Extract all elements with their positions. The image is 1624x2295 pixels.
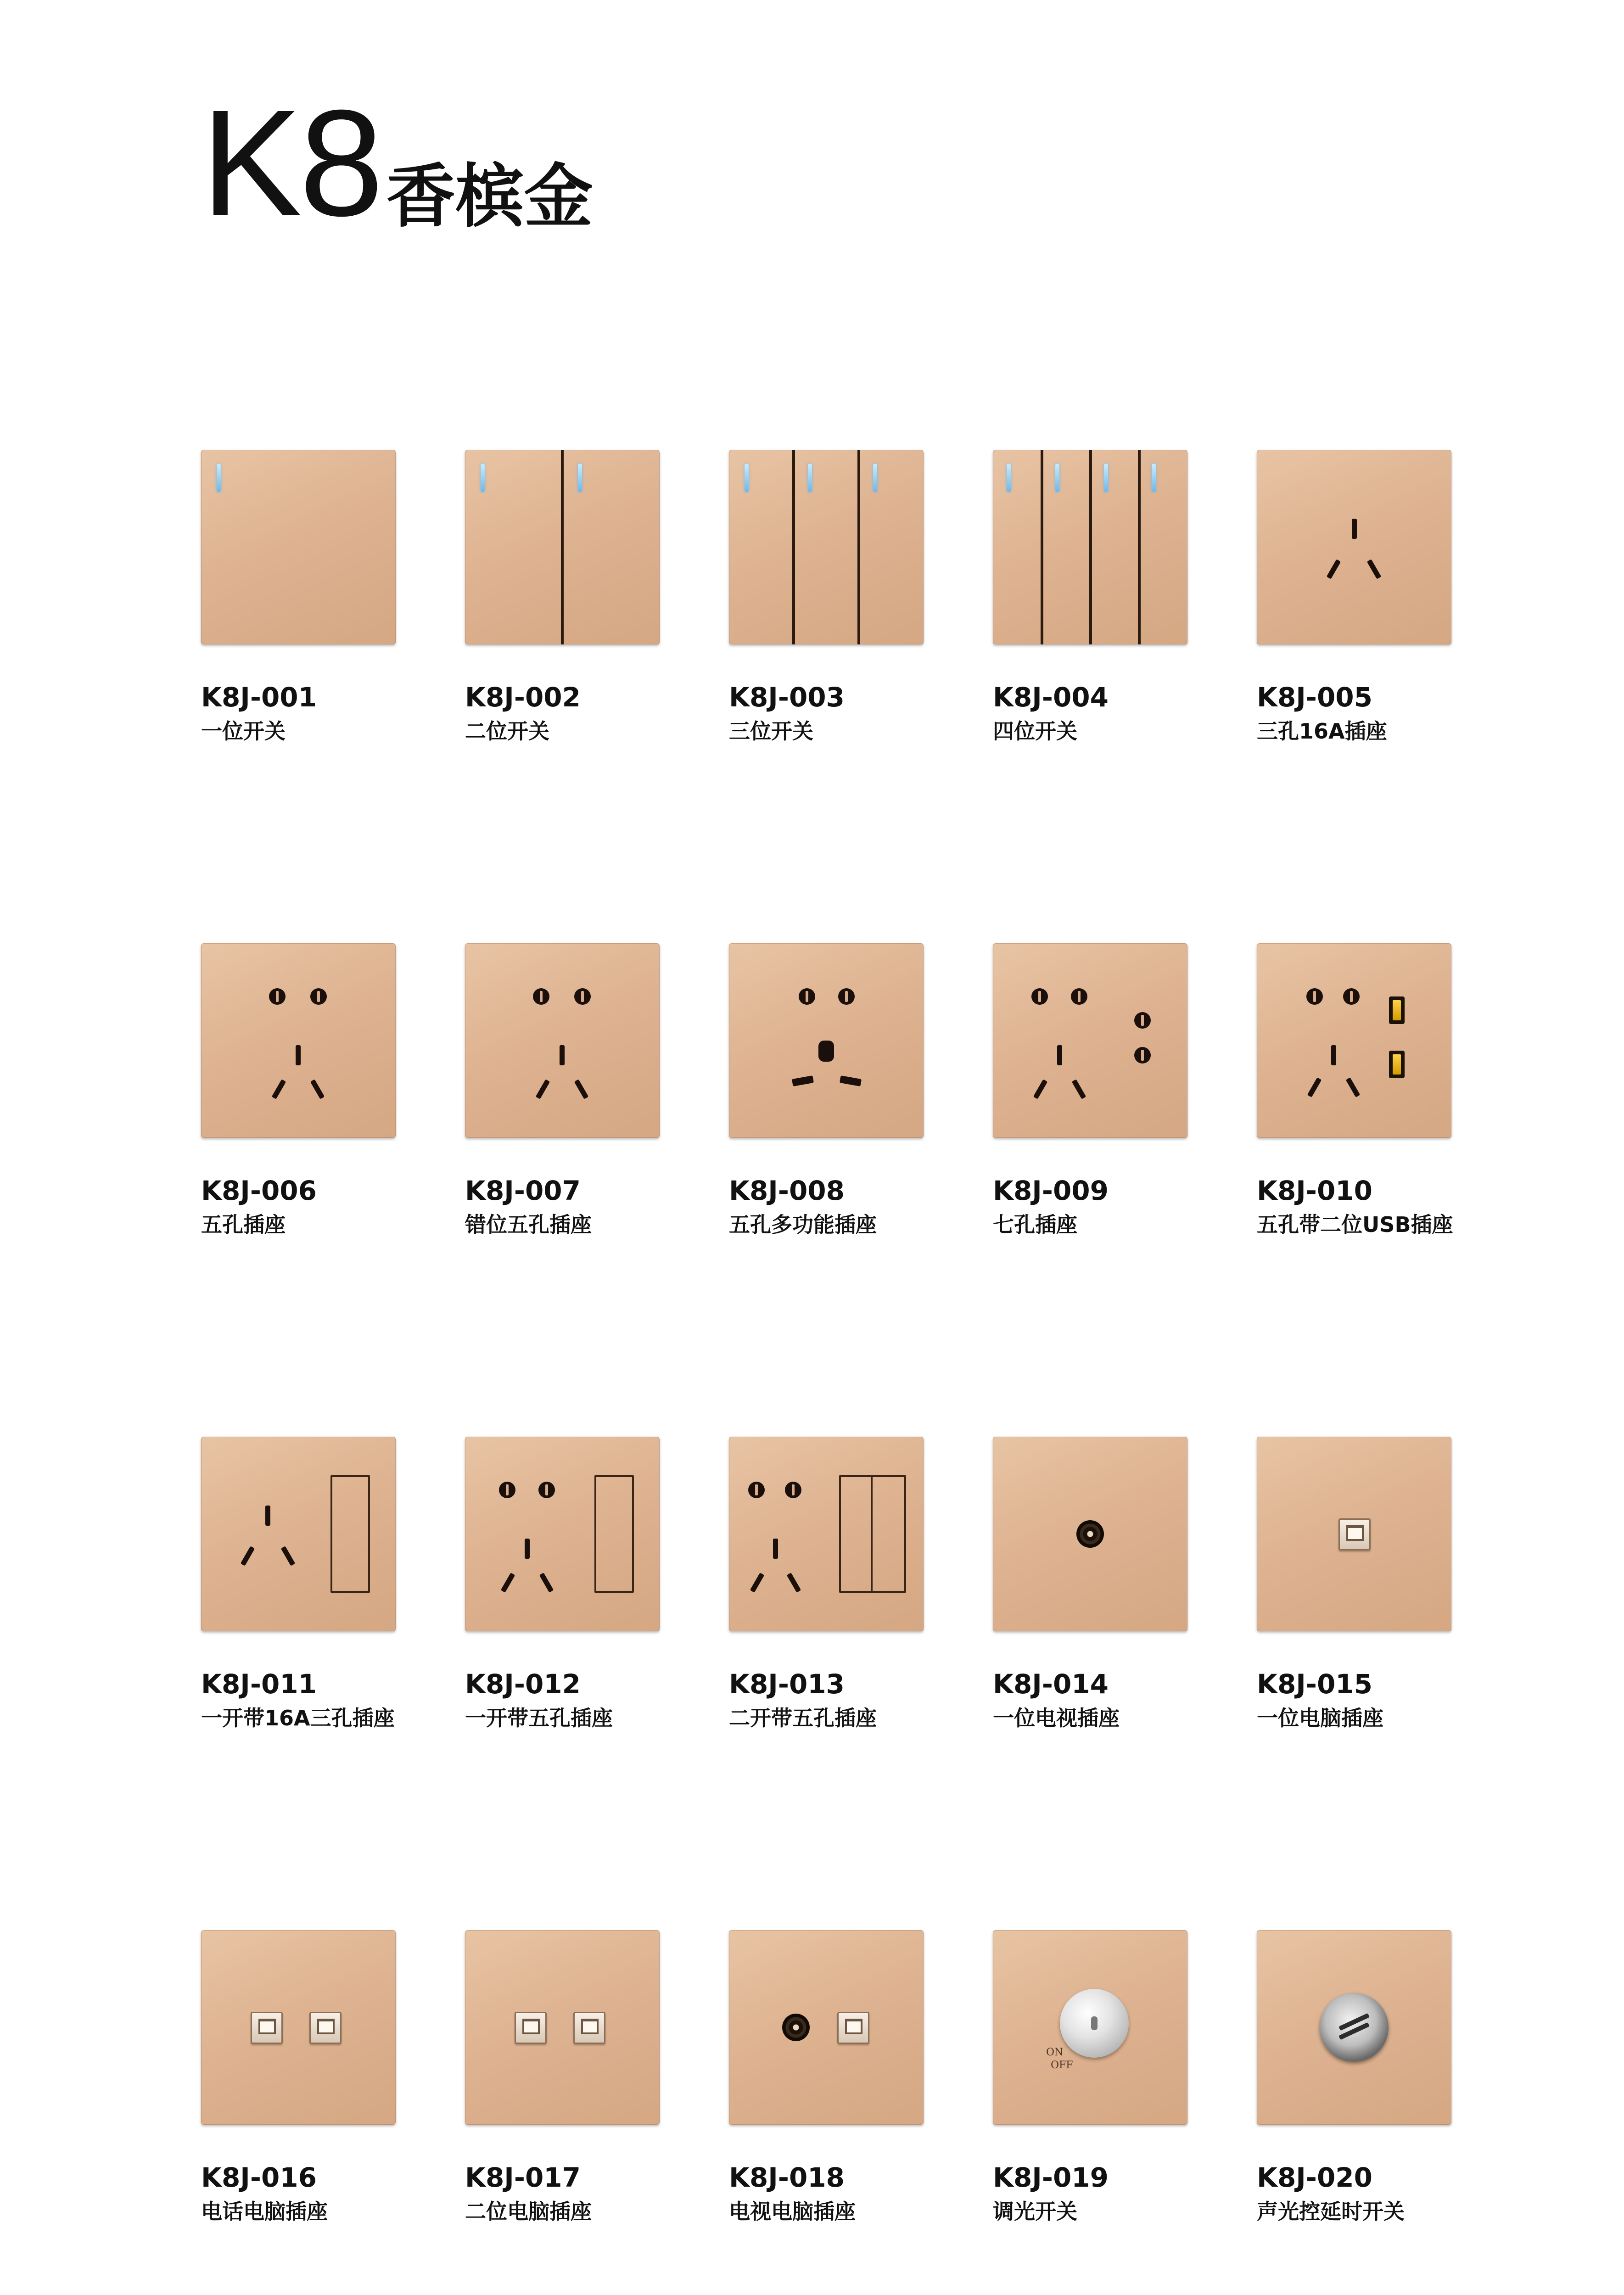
neutral-slot-icon	[574, 1079, 589, 1099]
two-pin-hole-icon	[1071, 988, 1087, 1005]
gang-divider	[561, 450, 564, 644]
product-name: 一开带16A三孔插座	[201, 1706, 395, 1730]
product-code: K8J-013	[729, 1668, 845, 1700]
product-code: K8J-010	[1257, 1175, 1373, 1206]
indicator-led-icon	[1055, 464, 1059, 492]
product-card[interactable]	[993, 1930, 1187, 2295]
sound-light-switch-panel	[1257, 1930, 1451, 2125]
two-pin-hole-icon	[310, 988, 327, 1005]
product-code: K8J-007	[465, 1175, 581, 1206]
two-pin-hole-icon	[1343, 988, 1360, 1005]
product-code: K8J-015	[1257, 1668, 1373, 1700]
indicator-led-icon	[481, 464, 485, 492]
product-name: 五孔多功能插座	[729, 1212, 877, 1237]
earth-slot-icon	[525, 1539, 530, 1559]
live-slot-icon	[536, 1079, 550, 1099]
indicator-led-icon	[578, 464, 582, 492]
tv-port-icon	[782, 2014, 810, 2041]
live-slot-icon	[750, 1573, 765, 1593]
product-code: K8J-006	[201, 1175, 317, 1206]
neutral-slot-icon	[1367, 559, 1382, 579]
five-hole-socket-panel	[201, 943, 396, 1138]
double-rocker-switch	[839, 1475, 906, 1593]
two-gang-switch-panel	[465, 450, 660, 644]
product-card[interactable]	[729, 1437, 924, 1930]
earth-slot-icon	[1331, 1045, 1336, 1065]
network-port-icon	[573, 2012, 605, 2044]
switch-16a-socket-panel	[201, 1437, 396, 1631]
universal-foot-icon	[840, 1075, 862, 1086]
product-code: K8J-018	[729, 2162, 845, 2193]
indicator-led-icon	[217, 464, 221, 492]
product-card[interactable]	[465, 1930, 660, 2295]
product-card[interactable]	[465, 1437, 660, 1930]
product-name: 调光开关	[993, 2199, 1077, 2224]
universal-hole-icon	[818, 1041, 834, 1062]
earth-slot-icon	[296, 1045, 301, 1065]
data-socket-panel	[1257, 1437, 1451, 1631]
two-pin-hole-icon	[574, 988, 591, 1005]
product-card[interactable]	[993, 450, 1187, 943]
product-code: K8J-019	[993, 2162, 1109, 2193]
product-name: 五孔插座	[201, 1212, 286, 1237]
earth-slot-icon	[1057, 1045, 1062, 1065]
product-name: 一开带五孔插座	[465, 1706, 613, 1730]
two-pin-hole-icon	[785, 1482, 801, 1498]
product-code: K8J-020	[1257, 2162, 1373, 2193]
two-pin-hole-icon	[838, 988, 855, 1005]
switch-five-hole-socket-panel	[465, 1437, 660, 1631]
neutral-slot-icon	[310, 1079, 325, 1099]
product-card[interactable]	[465, 943, 660, 1437]
neutral-slot-icon	[787, 1573, 801, 1593]
product-card[interactable]	[729, 943, 924, 1437]
product-grid	[201, 450, 1459, 2295]
tv-port-icon	[1076, 1520, 1104, 1548]
earth-slot-icon	[560, 1045, 565, 1065]
live-slot-icon	[1327, 559, 1341, 579]
product-card[interactable]	[465, 450, 660, 943]
product-code: K8J-002	[465, 682, 581, 713]
two-pin-hole-icon	[748, 1482, 765, 1498]
tv-data-socket-panel	[729, 1930, 924, 2125]
product-card[interactable]	[1257, 943, 1451, 1437]
two-pin-hole-icon	[533, 988, 549, 1005]
knob-marker-icon	[1091, 2016, 1098, 2030]
product-code: K8J-003	[729, 682, 845, 713]
dimmer-knob-icon	[1060, 1989, 1129, 2058]
product-code: K8J-009	[993, 1175, 1109, 1206]
product-name: 二开带五孔插座	[729, 1706, 877, 1730]
live-slot-icon	[501, 1573, 515, 1593]
product-code: K8J-008	[729, 1175, 845, 1206]
product-name: 一位电脑插座	[1257, 1706, 1383, 1730]
product-code: K8J-016	[201, 2162, 317, 2193]
earth-slot-icon	[265, 1506, 270, 1526]
product-name: 三位开关	[729, 719, 813, 744]
indicator-led-icon	[1152, 464, 1156, 492]
gang-divider	[857, 450, 860, 644]
product-name: 电话电脑插座	[201, 2199, 328, 2224]
product-card[interactable]	[993, 1437, 1187, 1930]
three-gang-switch-panel	[729, 450, 924, 644]
two-switch-five-hole-socket-panel	[729, 1437, 924, 1631]
title-color-name: 香槟金	[386, 157, 593, 237]
product-card[interactable]	[993, 943, 1187, 1437]
indicator-led-icon	[1007, 464, 1011, 492]
multi-function-socket-panel	[729, 943, 924, 1138]
product-card[interactable]	[1257, 1437, 1451, 1930]
gang-divider	[1041, 450, 1043, 644]
offset-five-hole-socket-panel	[465, 943, 660, 1138]
live-slot-icon	[241, 1546, 255, 1566]
product-code: K8J-005	[1257, 682, 1373, 713]
network-port-icon	[515, 2012, 547, 2044]
product-name: 七孔插座	[993, 1212, 1077, 1237]
phone-port-icon	[251, 2012, 283, 2044]
indicator-led-icon	[1104, 464, 1108, 492]
indicator-led-icon	[745, 464, 749, 492]
double-data-socket-panel	[465, 1930, 660, 2125]
one-gang-switch-panel	[201, 450, 396, 644]
earth-slot-icon	[773, 1539, 778, 1559]
two-pin-hole-icon	[799, 988, 815, 1005]
dimmer-on-label: ON	[1046, 2047, 1064, 2058]
product-code: K8J-004	[993, 682, 1109, 713]
product-name: 二位开关	[465, 719, 549, 744]
product-code: K8J-001	[201, 682, 317, 713]
dimmer-switch-panel	[993, 1930, 1187, 2125]
product-code: K8J-011	[201, 1668, 317, 1700]
earth-slot-icon	[1352, 519, 1357, 539]
product-code: K8J-014	[993, 1668, 1109, 1700]
neutral-slot-icon	[281, 1546, 296, 1566]
two-pin-hole-icon	[499, 1482, 515, 1498]
title-model: K8	[201, 78, 381, 247]
gang-divider	[1138, 450, 1141, 644]
dimmer-off-label: OFF	[1051, 2060, 1073, 2071]
product-name: 三孔16A插座	[1257, 719, 1387, 744]
five-hole-usb-socket-panel	[1257, 943, 1451, 1138]
product-name: 二位电脑插座	[465, 2199, 592, 2224]
neutral-slot-icon	[539, 1573, 554, 1593]
three-pin-socket-panel	[1257, 450, 1451, 644]
product-card[interactable]	[201, 943, 396, 1437]
product-card[interactable]	[201, 1437, 396, 1930]
page-title	[201, 78, 593, 247]
gang-divider	[871, 1477, 873, 1591]
product-card[interactable]	[201, 1930, 396, 2295]
rocker-switch	[594, 1475, 634, 1593]
product-card[interactable]	[729, 450, 924, 943]
two-pin-hole-icon	[1306, 988, 1323, 1005]
usb-port-icon	[1389, 996, 1405, 1024]
universal-foot-icon	[792, 1075, 814, 1086]
product-name: 一位电视插座	[993, 1706, 1120, 1730]
usb-port-icon	[1389, 1051, 1405, 1078]
product-code: K8J-012	[465, 1668, 581, 1700]
product-card[interactable]	[1257, 1930, 1451, 2295]
product-name: 一位开关	[201, 719, 286, 744]
two-pin-hole-icon	[1134, 1047, 1151, 1064]
two-pin-hole-icon	[1134, 1012, 1151, 1029]
live-slot-icon	[272, 1079, 286, 1099]
neutral-slot-icon	[1072, 1079, 1086, 1099]
neutral-slot-icon	[1346, 1077, 1361, 1097]
product-card[interactable]	[729, 1930, 924, 2295]
indicator-led-icon	[873, 464, 877, 492]
live-slot-icon	[1033, 1079, 1048, 1099]
network-port-icon	[309, 2012, 342, 2044]
product-code: K8J-017	[465, 2162, 581, 2193]
product-name: 错位五孔插座	[465, 1212, 592, 1237]
two-pin-hole-icon	[538, 1482, 555, 1498]
product-name: 声光控延时开关	[1257, 2199, 1405, 2224]
product-name: 电视电脑插座	[729, 2199, 856, 2224]
live-slot-icon	[1307, 1077, 1322, 1097]
rocker-switch	[330, 1475, 370, 1593]
product-name: 四位开关	[993, 719, 1077, 744]
network-port-icon	[837, 2012, 869, 2044]
seven-hole-socket-panel	[993, 943, 1187, 1138]
product-name: 五孔带二位USB插座	[1257, 1212, 1453, 1237]
product-card[interactable]	[1257, 450, 1451, 943]
gang-divider	[1089, 450, 1092, 644]
two-pin-hole-icon	[1031, 988, 1048, 1005]
sound-light-sensor-icon	[1320, 1993, 1389, 2062]
product-card[interactable]	[201, 450, 396, 943]
gang-divider	[792, 450, 795, 644]
network-port-icon	[1338, 1518, 1371, 1551]
tv-socket-panel	[993, 1437, 1187, 1631]
indicator-led-icon	[808, 464, 812, 492]
two-pin-hole-icon	[269, 988, 286, 1005]
four-gang-switch-panel	[993, 450, 1187, 644]
phone-data-socket-panel	[201, 1930, 396, 2125]
